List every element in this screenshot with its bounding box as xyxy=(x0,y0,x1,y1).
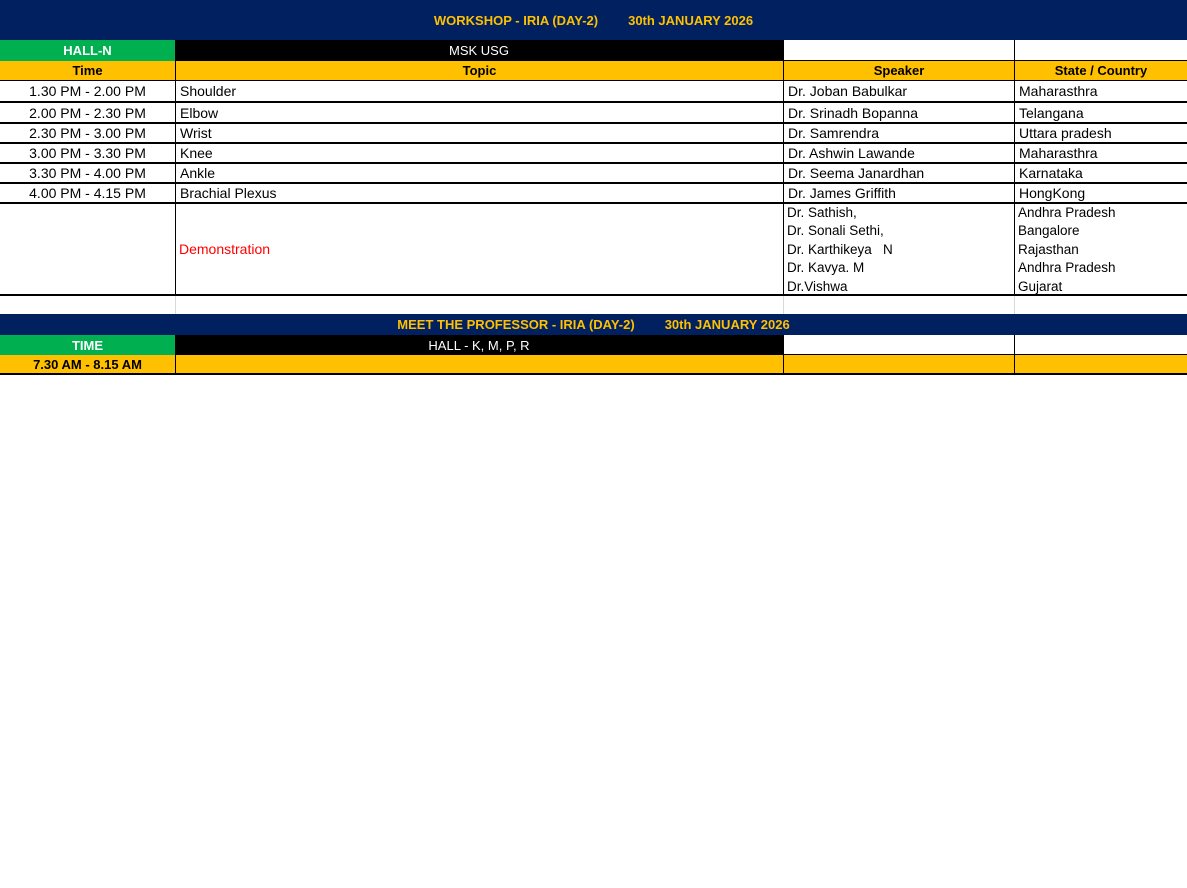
row-topic: Ankle xyxy=(175,164,783,182)
row-speaker: Dr. Samrendra xyxy=(783,124,1014,142)
meet-professor-banner-date: 30th JANUARY 2026 xyxy=(664,317,790,332)
row-time: 4.00 PM - 4.15 PM xyxy=(29,185,146,201)
demonstration-state: Andhra Pradesh xyxy=(1018,260,1116,276)
meet-professor-slot-time: 7.30 AM - 8.15 AM xyxy=(0,355,175,373)
meet-professor-slot-cell xyxy=(783,355,1014,373)
hall-topic: MSK USG xyxy=(175,40,783,61)
meet-professor-empty-cell xyxy=(1014,335,1187,355)
row-time: 2.30 PM - 3.00 PM xyxy=(29,125,146,141)
demonstration-speaker: Dr. Sonali Sethi, xyxy=(787,223,884,239)
row-speaker: Dr. Joban Babulkar xyxy=(783,81,1014,101)
hall-empty-cell xyxy=(783,40,1014,61)
spacer-row xyxy=(0,296,1187,314)
demonstration-state: Andhra Pradesh xyxy=(1018,205,1116,220)
row-state: Maharasthra xyxy=(1014,144,1187,162)
gridline xyxy=(783,296,784,314)
table-row xyxy=(0,103,1187,124)
table-row xyxy=(0,164,1187,184)
row-time: 3.30 PM - 4.00 PM xyxy=(29,165,146,181)
demonstration-speaker: Dr.Vishwa xyxy=(787,278,848,294)
demonstration-states xyxy=(1014,204,1187,294)
meet-professor-slot-row xyxy=(0,355,1187,375)
row-time: 2.00 PM - 2.30 PM xyxy=(29,104,146,121)
header-row xyxy=(0,61,1187,81)
row-state: Telangana xyxy=(1014,103,1187,122)
row-topic: Shoulder xyxy=(175,81,783,101)
table-row xyxy=(0,124,1187,144)
header-time: Time xyxy=(0,61,175,80)
workshop-banner-date: 30th JANUARY 2026 xyxy=(628,12,754,28)
schedule-sheet xyxy=(0,0,1187,375)
row-state: Uttara pradesh xyxy=(1014,124,1187,142)
gridline xyxy=(1014,296,1015,314)
table-row xyxy=(0,81,1187,103)
row-time: 1.30 PM - 2.00 PM xyxy=(29,83,146,99)
demonstration-speaker: Dr. Sathish, xyxy=(787,205,857,220)
demonstration-time-cell xyxy=(0,204,175,294)
demonstration-state: Bangalore xyxy=(1018,223,1080,239)
row-speaker: Dr. James Griffith xyxy=(783,184,1014,202)
demonstration-state: Gujarat xyxy=(1018,278,1063,294)
row-speaker: Dr. Seema Janardhan xyxy=(783,164,1014,182)
row-topic: Wrist xyxy=(175,124,783,142)
demonstration-speaker: Dr. Karthikeya N xyxy=(787,241,893,257)
meet-professor-time-label: TIME xyxy=(0,335,175,355)
row-speaker: Dr. Srinadh Bopanna xyxy=(783,103,1014,122)
header-speaker: Speaker xyxy=(783,61,1014,80)
workshop-banner xyxy=(0,0,1187,40)
demonstration-row xyxy=(0,204,1187,296)
meet-professor-slot-cell xyxy=(1014,355,1187,373)
demonstration-speakers xyxy=(783,204,1014,294)
meet-professor-hall-row xyxy=(0,335,1187,355)
meet-professor-slot-cell xyxy=(175,355,783,373)
demonstration-topic-cell xyxy=(175,204,783,294)
demonstration-speaker: Dr. Kavya. M xyxy=(787,260,865,276)
meet-professor-hall-label: HALL - K, M, P, R xyxy=(175,335,783,355)
row-state: HongKong xyxy=(1014,184,1187,202)
workshop-banner-title: WORKSHOP - IRIA (DAY-2) xyxy=(433,12,599,28)
meet-professor-banner-title: MEET THE PROFESSOR - IRIA (DAY-2) xyxy=(397,317,635,332)
row-topic: Elbow xyxy=(175,103,783,122)
row-time: 3.00 PM - 3.30 PM xyxy=(29,145,146,161)
table-row xyxy=(0,184,1187,204)
row-topic: Knee xyxy=(175,144,783,162)
table-row xyxy=(0,144,1187,164)
meet-professor-empty-cell xyxy=(783,335,1014,355)
demonstration-state: Rajasthan xyxy=(1018,241,1079,257)
row-state: Karnataka xyxy=(1014,164,1187,182)
meet-professor-banner xyxy=(0,314,1187,335)
hall-label: HALL-N xyxy=(0,40,175,61)
demonstration-topic: Demonstration xyxy=(179,241,271,257)
hall-row xyxy=(0,40,1187,61)
row-state: Maharasthra xyxy=(1014,81,1187,101)
row-topic: Brachial Plexus xyxy=(175,184,783,202)
header-topic: Topic xyxy=(175,61,783,80)
header-state: State / Country xyxy=(1014,61,1187,80)
gridline xyxy=(175,296,176,314)
hall-empty-cell xyxy=(1014,40,1187,61)
row-speaker: Dr. Ashwin Lawande xyxy=(783,144,1014,162)
